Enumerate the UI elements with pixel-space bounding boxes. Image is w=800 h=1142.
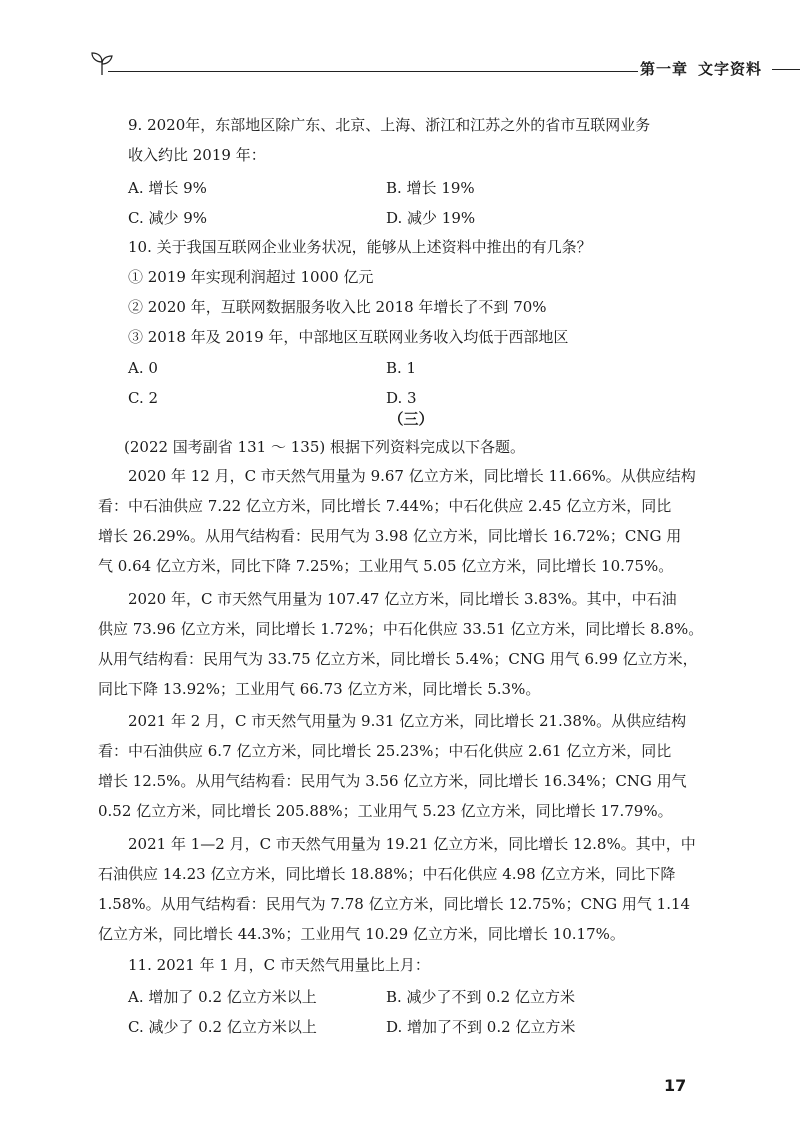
- para4-line4: 亿立方米，同比增长 44.3%；工业用气 10.29 亿立方米，同比增长 10.17%。: [98, 925, 625, 943]
- q10-option-c: C. 2: [128, 389, 159, 407]
- q9-option-b: B. 增长 19%: [386, 179, 475, 197]
- para4-line2: 石油供应 14.23 亿立方米，同比增长 18.88%；中石化供应 4.98 亿立方米，同比下降: [98, 865, 676, 883]
- chapter-number: 第一章: [640, 60, 689, 78]
- q10-option-a: A. 0: [128, 359, 158, 377]
- q10-option-b: B. 1: [386, 359, 417, 377]
- q10-stem: 10. 关于我国互联网企业业务状况，能够从上述资料中推出的有几条？: [128, 238, 592, 256]
- section-heading: （三）: [388, 410, 434, 428]
- para1-line2: 看：中石油供应 7.22 亿立方米，同比增长 7.44%；中石化供应 2.45 亿立方米，同比: [98, 497, 672, 515]
- para2-line3: 从用气结构看：民用气为 33.75 亿立方米，同比增长 5.4%；CNG 用气 6.99 亿立方米，: [98, 650, 698, 668]
- header-rule-right: [772, 69, 800, 70]
- q9-option-a: A. 增长 9%: [128, 179, 207, 197]
- para3-line3: 增长 12.5%。从用气结构看：民用气为 3.56 亿立方米，同比增长 16.34%；CNG 用气: [98, 772, 687, 790]
- q11-option-c: C. 减少了 0.2 亿立方米以上: [128, 1018, 317, 1036]
- sprout-icon: [90, 50, 114, 76]
- section-intro: (2022 国考副省 131 ～ 135) 根据下列资料完成以下各题。: [124, 438, 525, 456]
- q9-stem-line2: 收入约比 2019 年：: [128, 146, 266, 164]
- para3-line2: 看：中石油供应 6.7 亿立方米，同比增长 25.23%；中石化供应 2.61 亿立方米，同比: [98, 742, 672, 760]
- header-rule: [108, 71, 638, 72]
- para4-line3: 1.58%。从用气结构看：民用气为 7.78 亿立方米，同比增长 12.75%；CNG 用气 1.14: [98, 895, 691, 913]
- q11-stem: 11. 2021 年 1 月，C 市天然气用量比上月：: [128, 956, 430, 974]
- para2-line4: 同比下降 13.92%；工业用气 66.73 亿立方米，同比增长 5.3%。: [98, 680, 541, 698]
- para1-line4: 气 0.64 亿立方米，同比下降 7.25%；工业用气 5.05 亿立方米，同比增长 10.75%。: [98, 557, 674, 575]
- para1-line1: 2020 年 12 月，C 市天然气用量为 9.67 亿立方米，同比增长 11.66%。从供应结构: [128, 467, 696, 485]
- page-header: [90, 50, 800, 90]
- q11-option-d: D. 增加了不到 0.2 亿立方米: [386, 1018, 576, 1036]
- para3-line4: 0.52 亿立方米，同比增长 205.88%；工业用气 5.23 亿立方米，同比增长 17.79%。: [98, 802, 673, 820]
- para2-line2: 供应 73.96 亿立方米，同比增长 1.72%；中石化供应 33.51 亿立方米，同比增长 8.8%。: [98, 620, 704, 638]
- page-number: 17: [664, 1076, 687, 1095]
- para2-line1: 2020 年，C 市天然气用量为 107.47 亿立方米，同比增长 3.83%。其中，中石油: [128, 590, 677, 608]
- q10-statement-3: ③ 2018 年及 2019 年，中部地区互联网业务收入均低于西部地区: [128, 328, 569, 346]
- q11-option-b: B. 减少了不到 0.2 亿立方米: [386, 988, 575, 1006]
- q9-option-d: D. 减少 19%: [386, 209, 476, 227]
- q9-option-c: C. 减少 9%: [128, 209, 208, 227]
- q10-option-d: D. 3: [386, 389, 417, 407]
- q11-option-a: A. 增加了 0.2 亿立方米以上: [128, 988, 317, 1006]
- para1-line3: 增长 26.29%。从用气结构看：民用气为 3.98 亿立方米，同比增长 16.72%；CNG 用: [98, 527, 682, 545]
- chapter-label: [640, 58, 800, 79]
- chapter-title: 文字资料: [698, 60, 763, 78]
- q9-stem-line1: 9. 2020年，东部地区除广东、北京、上海、浙江和江苏之外的省市互联网业务: [128, 116, 651, 134]
- q10-statement-1: ① 2019 年实现利润超过 1000 亿元: [128, 268, 374, 286]
- para4-line1: 2021 年 1—2 月，C 市天然气用量为 19.21 亿立方米，同比增长 12.8%。其中，中: [128, 835, 696, 853]
- q10-statement-2: ② 2020 年，互联网数据服务收入比 2018 年增长了不到 70%: [128, 298, 547, 316]
- para3-line1: 2021 年 2 月，C 市天然气用量为 9.31 亿立方米，同比增长 21.38%。从供应结构: [128, 712, 687, 730]
